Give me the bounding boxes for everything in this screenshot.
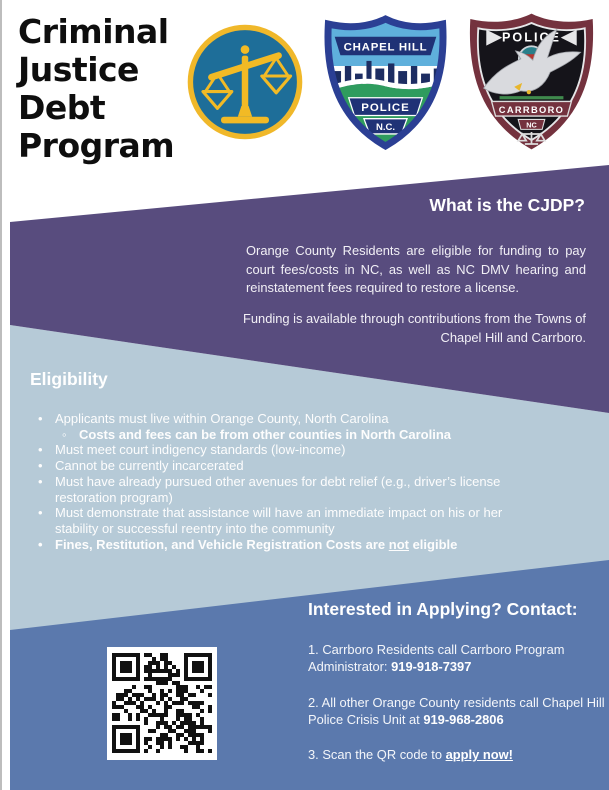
scales-icon (185, 22, 305, 142)
chapel-hill-badge-city-text: CHAPEL HILL (343, 41, 428, 54)
contact-heading: Interested in Applying? Contact: (308, 599, 578, 619)
page-edge (0, 0, 2, 790)
bullet-icon: • (38, 536, 43, 552)
circle-bullet-icon: ◦ (62, 426, 67, 442)
eligibility-bullet-1: • Applicants must live within Orange County, North Carolina (38, 411, 389, 426)
not-underlined: not (388, 536, 409, 552)
title-line-1: Criminal (18, 12, 169, 51)
bullet-icon: • (38, 442, 43, 458)
eligibility-bullet-2: • Must meet court indigency standards (low-income) (38, 442, 346, 458)
about-heading: What is the CJDP? (429, 195, 585, 215)
eligibility-bullet-4: • Must have already pursued other avenues for debt relief (e.g., driver’s license restoration program) (38, 473, 501, 505)
carrboro-badge-town-text: CARRBORO (498, 104, 565, 115)
contact-item-3: 3. Scan the QR code to apply now! (308, 747, 513, 763)
carrboro-badge-nc-text: NC (526, 120, 537, 130)
contact-items (308, 641, 608, 781)
eligibility-bullet-5: • Must demonstrate that assistance will have an immediate impact on his or her stability or successful reentry into the community (38, 505, 503, 536)
chapel-hill-police-badge (322, 15, 449, 155)
chapel-hill-phone-number: 919-968-2806 (423, 711, 504, 727)
about-paragraph-2: Funding is available through contributions from the Towns of Chapel Hill and Carrboro. (243, 310, 586, 345)
title-line-3: Debt (18, 88, 106, 127)
scales-of-justice-logo (185, 22, 305, 147)
carrboro-badge-police-text: POLICE (502, 30, 561, 45)
carrboro-police-badge (462, 11, 601, 157)
contact-item-2: 2. All other Orange County residents call Chapel Hill Police Crisis Unit at 919-968-2806 (308, 694, 605, 727)
title-line-2: Justice (18, 50, 139, 89)
eligibility-heading: Eligibility (30, 369, 108, 389)
eligibility-sub-bullet: ◦ Costs and fees can be from other counties in North Carolina (62, 426, 452, 442)
title-line-4: Program (18, 126, 175, 165)
page-title (18, 13, 174, 165)
eligibility-bullet-3: • Cannot be currently incarcerated (38, 458, 244, 474)
carrboro-phone-number: 919-918-7397 (391, 659, 472, 675)
qr-code (107, 647, 217, 760)
chapel-hill-badge-police-text: POLICE (361, 102, 410, 115)
qr-code-icon (112, 653, 212, 754)
carrboro-badge-icon (462, 11, 601, 152)
eligibility-bullet-6: • Fines, Restitution, and Vehicle Registration Costs are not eligible (38, 536, 458, 552)
contact-item-1: 1. Carrboro Residents call Carrboro Program Administrator: 919-918-7397 (308, 642, 565, 675)
about-paragraph-1: Orange County Residents are eligible for funding to pay court fees/costs in NC, as well as NC DMV hearing and reinstatement fees required to restore a license. (246, 242, 586, 296)
bullet-icon: • (38, 411, 43, 426)
bullet-icon: • (38, 473, 43, 489)
chapel-hill-badge-nc-text: N.C. (375, 122, 396, 134)
apply-now-link[interactable]: apply now! (445, 747, 513, 763)
bullet-icon: • (38, 458, 43, 474)
chapel-hill-badge-icon (322, 15, 449, 150)
eligibility-list (38, 411, 546, 552)
bullet-icon: • (38, 505, 43, 521)
